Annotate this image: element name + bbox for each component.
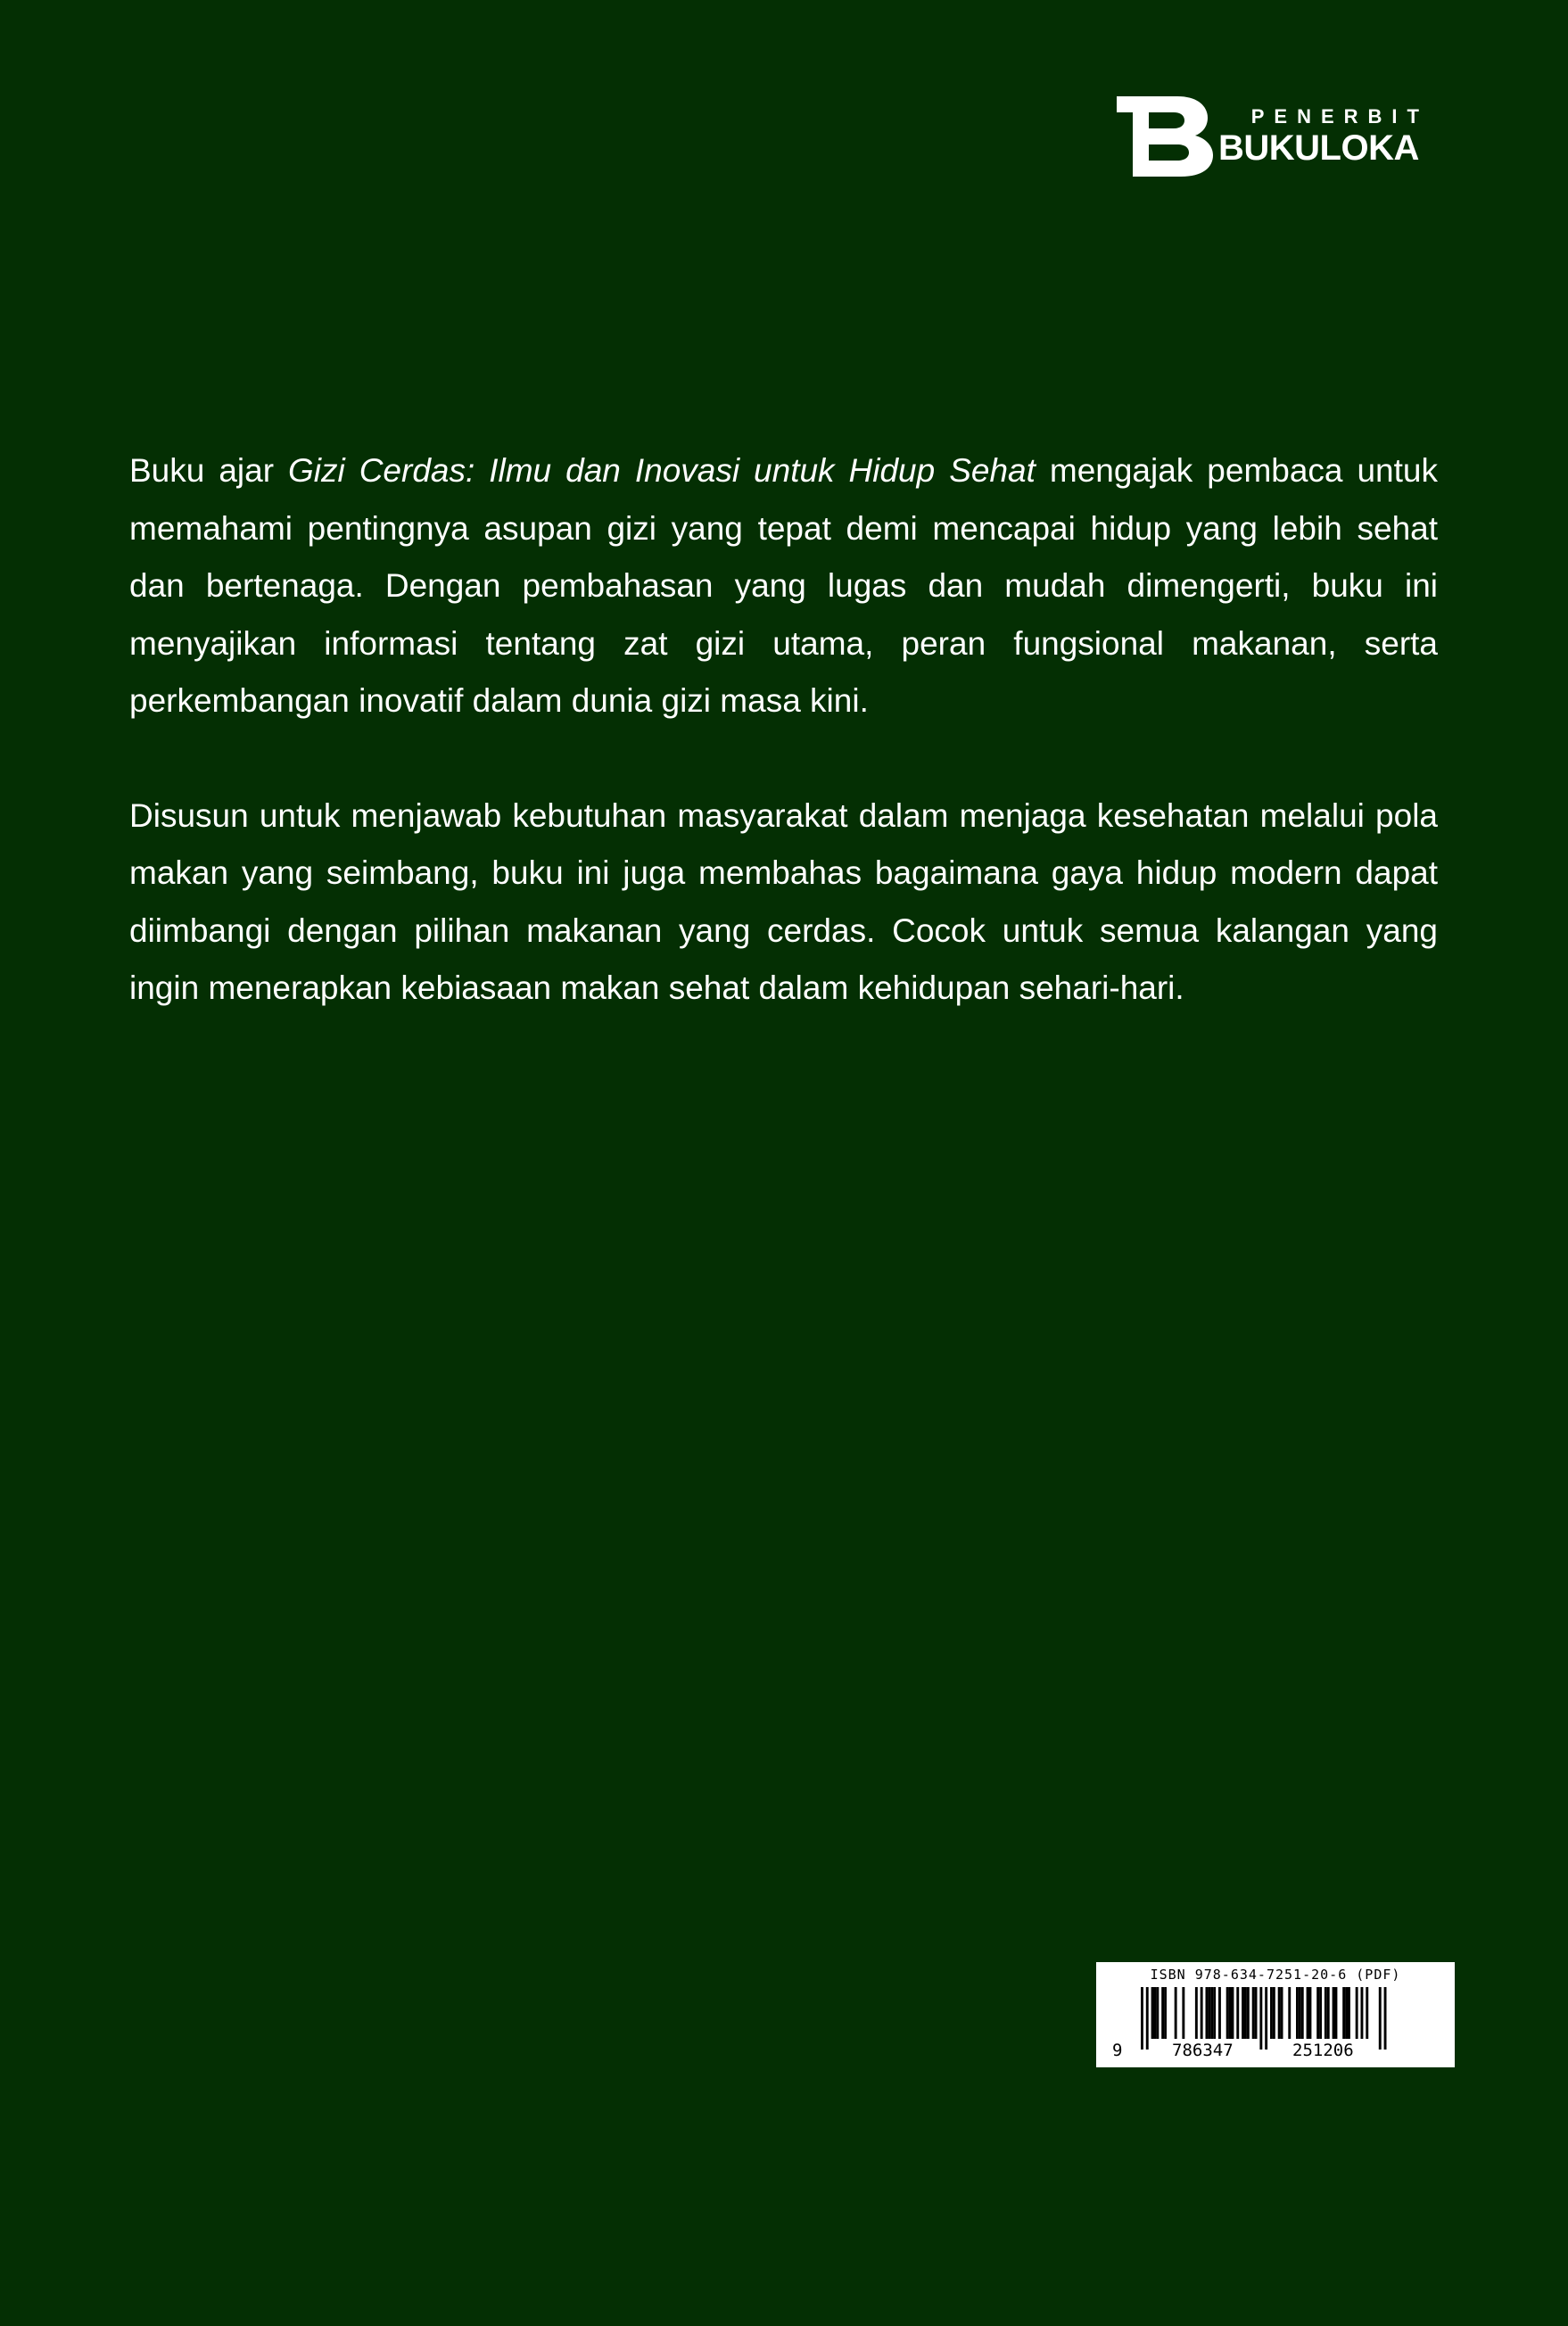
barcode-bar <box>1265 1987 1267 2050</box>
barcode-bar <box>1342 1987 1345 2039</box>
barcode-bar <box>1175 1987 1177 2039</box>
barcode-bar <box>1379 1987 1382 2050</box>
barcode-bar <box>1296 1987 1299 2039</box>
barcode-bar <box>1229 1987 1232 2039</box>
barcode-bar <box>1226 1987 1229 2039</box>
barcode-bar <box>1278 1987 1281 2039</box>
barcode-bar <box>1348 1987 1350 2039</box>
barcode-bar <box>1299 1987 1301 2039</box>
barcode-bar <box>1236 1987 1239 2039</box>
barcode-bar <box>1232 1987 1234 2039</box>
publisher-name: BUKULOKA <box>1218 128 1419 168</box>
barcode-bar <box>1288 1987 1291 2039</box>
barcode-bar <box>1327 1987 1330 2039</box>
isbn-barcode <box>1096 1962 1455 2067</box>
barcode-bar <box>1356 1987 1358 2039</box>
barcode-bar <box>1345 1987 1348 2039</box>
barcode-bar <box>1307 1987 1309 2039</box>
barcode-bar <box>1247 1987 1250 2039</box>
barcode-bar <box>1366 1987 1368 2039</box>
barcode-bar <box>1259 1987 1262 2050</box>
barcode-bar <box>1161 1987 1164 2039</box>
barcode-bar <box>1154 1987 1157 2039</box>
barcode-bar <box>1273 1987 1275 2039</box>
barcode-bar <box>1182 1987 1184 2039</box>
barcode-bar <box>1242 1987 1244 2039</box>
barcode-bar <box>1316 1987 1319 2039</box>
publisher-logo <box>1117 95 1438 177</box>
barcode-first-digit: 9 <box>1112 2041 1123 2060</box>
barcode-bar <box>1156 1987 1159 2039</box>
barcode-bar <box>1164 1987 1167 2039</box>
barcode-bar <box>1361 1987 1364 2039</box>
barcode-bar <box>1151 1987 1154 2039</box>
barcode-bar <box>1301 1987 1304 2039</box>
barcode-right-digits: 251206 <box>1292 2041 1354 2060</box>
blurb-lead: Buku ajar <box>129 452 288 489</box>
barcode-bar <box>1384 1987 1387 2050</box>
barcode-bar <box>1146 1987 1149 2050</box>
barcode-bar <box>1213 1987 1216 2039</box>
barcode-bar <box>1206 1987 1209 2039</box>
blurb-rest: mengajak pembaca untuk memahami pentingnya asupan gizi yang tepat demi mencapai hidup yang lebih sehat dan bertenaga. Dengan pembahasan yang lugas dan mudah dimengerti, buku ini menyajikan informasi tentang zat gizi utama, peran fungsional makanan, serta perkembangan inovatif dalam dunia gizi masa kini. <box>129 452 1438 719</box>
blurb-paragraph-1 <box>129 442 1438 730</box>
barcode-bar <box>1270 1987 1273 2039</box>
barcode-bar <box>1319 1987 1322 2039</box>
book-blurb <box>129 442 1438 1018</box>
barcode-bar <box>1141 1987 1143 2050</box>
barcode-bar <box>1281 1987 1283 2039</box>
barcode-bar <box>1255 1987 1258 2039</box>
publisher-prefix: PENERBIT <box>1250 105 1429 128</box>
barcode-bar <box>1335 1987 1338 2039</box>
blurb-paragraph-2: Disusun untuk menjawab kebutuhan masyarakat dalam menjaga kesehatan melalui pola makan yang seimbang, buku ini juga membahas bagaimana gaya hidup modern dapat diimbangi dengan pilihan makanan yang cerdas. Cocok untuk semua kalangan yang ingin menerapkan kebiasaan makan sehat dalam kehidupan sehari-hari. <box>129 796 1438 1006</box>
barcode-bar <box>1325 1987 1327 2039</box>
isbn-label: ISBN 978-634-7251-20-6 (PDF) <box>1150 1967 1401 1983</box>
barcode-bar <box>1244 1987 1247 2039</box>
barcode-left-digits: 786347 <box>1172 2041 1234 2060</box>
barcode-bar <box>1252 1987 1255 2039</box>
letter-b-logo-icon <box>1117 96 1213 177</box>
barcode-bar <box>1333 1987 1335 2039</box>
barcode-bar <box>1210 1987 1213 2039</box>
barcode-bar <box>1195 1987 1198 2039</box>
barcode-bar <box>1309 1987 1312 2039</box>
book-title: Gizi Cerdas: Ilmu dan Inovasi untuk Hidup Sehat <box>288 452 1036 489</box>
barcode-bar <box>1201 1987 1203 2039</box>
barcode-bar <box>1208 1987 1210 2039</box>
barcode-bar <box>1218 1987 1221 2039</box>
